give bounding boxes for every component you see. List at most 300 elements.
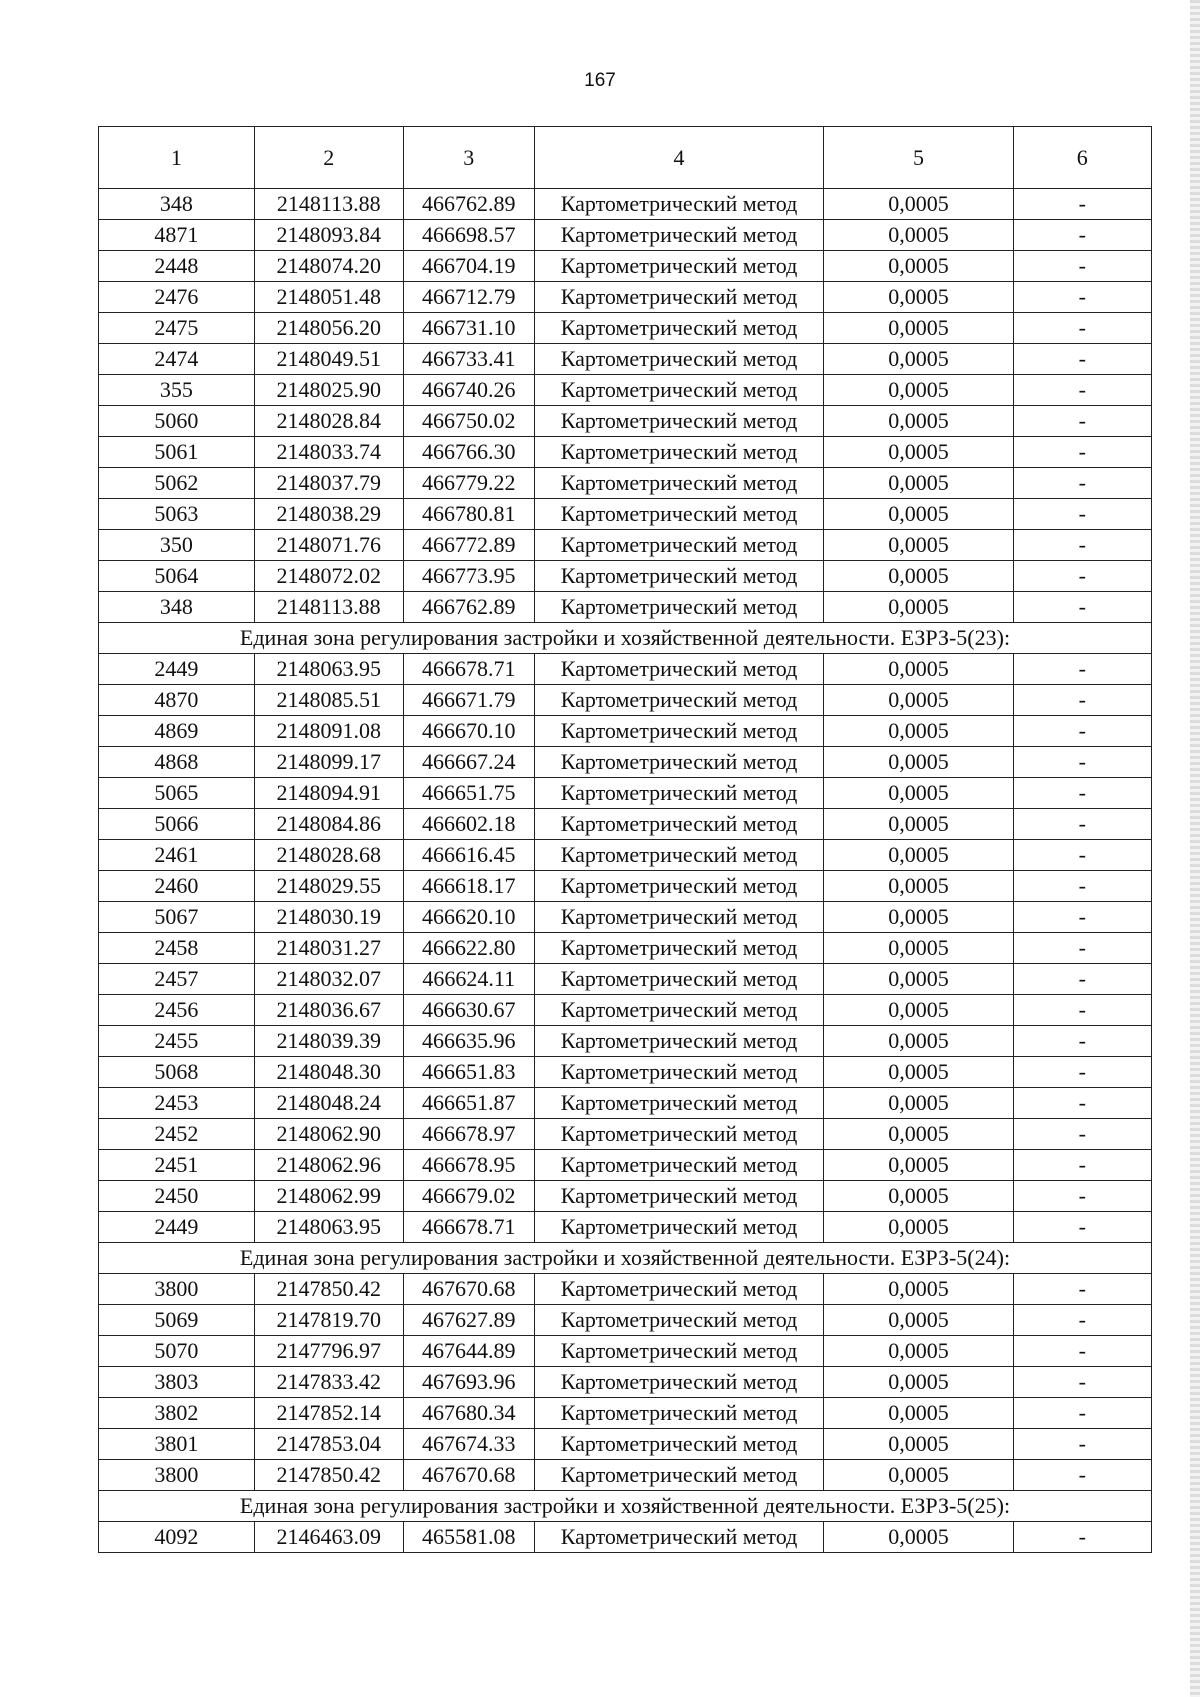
method-cell: Картометрический метод — [534, 437, 824, 468]
method-cell: Картометрический метод — [534, 1429, 824, 1460]
x-coordinate-cell: 2148062.90 — [254, 1119, 403, 1150]
accuracy-cell: 0,0005 — [824, 437, 1013, 468]
table-row — [99, 189, 1152, 220]
accuracy-cell: 0,0005 — [824, 220, 1013, 251]
note-cell: - — [1013, 189, 1151, 220]
note-cell: - — [1013, 716, 1151, 747]
accuracy-cell: 0,0005 — [824, 561, 1013, 592]
point-number-cell: 5063 — [99, 499, 255, 530]
x-coordinate-cell: 2148048.24 — [254, 1088, 403, 1119]
x-coordinate-cell: 2148094.91 — [254, 778, 403, 809]
table-row — [99, 1026, 1152, 1057]
y-coordinate-cell: 467680.34 — [403, 1398, 534, 1429]
accuracy-cell: 0,0005 — [824, 375, 1013, 406]
x-coordinate-cell: 2147850.42 — [254, 1274, 403, 1305]
note-cell: - — [1013, 1088, 1151, 1119]
table-row — [99, 964, 1152, 995]
y-coordinate-cell: 466750.02 — [403, 406, 534, 437]
accuracy-cell: 0,0005 — [824, 592, 1013, 623]
y-coordinate-cell: 466667.24 — [403, 747, 534, 778]
table-row — [99, 1305, 1152, 1336]
note-cell: - — [1013, 1181, 1151, 1212]
method-cell: Картометрический метод — [534, 1026, 824, 1057]
x-coordinate-cell: 2148036.67 — [254, 995, 403, 1026]
table-row — [99, 1460, 1152, 1491]
section-title: Единая зона регулирования застройки и хозяйственной деятельности. ЕЗРЗ-5(23): — [99, 623, 1152, 654]
note-cell: - — [1013, 995, 1151, 1026]
x-coordinate-cell: 2148071.76 — [254, 530, 403, 561]
section-title: Единая зона регулирования застройки и хозяйственной деятельности. ЕЗРЗ-5(24): — [99, 1243, 1152, 1274]
note-cell: - — [1013, 1305, 1151, 1336]
x-coordinate-cell: 2147819.70 — [254, 1305, 403, 1336]
method-cell: Картометрический метод — [534, 1367, 824, 1398]
page-number: 167 — [584, 70, 616, 91]
header-col-6: 6 — [1013, 127, 1151, 189]
point-number-cell: 2474 — [99, 344, 255, 375]
point-number-cell: 5070 — [99, 1336, 255, 1367]
point-number-cell: 348 — [99, 189, 255, 220]
y-coordinate-cell: 466762.89 — [403, 189, 534, 220]
note-cell: - — [1013, 1398, 1151, 1429]
method-cell: Картометрический метод — [534, 375, 824, 406]
y-coordinate-cell: 466704.19 — [403, 251, 534, 282]
accuracy-cell: 0,0005 — [824, 809, 1013, 840]
accuracy-cell: 0,0005 — [824, 1522, 1013, 1553]
note-cell: - — [1013, 747, 1151, 778]
x-coordinate-cell: 2146463.09 — [254, 1522, 403, 1553]
y-coordinate-cell: 467693.96 — [403, 1367, 534, 1398]
method-cell: Картометрический метод — [534, 964, 824, 995]
note-cell: - — [1013, 313, 1151, 344]
point-number-cell: 5066 — [99, 809, 255, 840]
y-coordinate-cell: 466618.17 — [403, 871, 534, 902]
x-coordinate-cell: 2147833.42 — [254, 1367, 403, 1398]
accuracy-cell: 0,0005 — [824, 1181, 1013, 1212]
accuracy-cell: 0,0005 — [824, 1429, 1013, 1460]
point-number-cell: 2452 — [99, 1119, 255, 1150]
y-coordinate-cell: 466635.96 — [403, 1026, 534, 1057]
method-cell: Картометрический метод — [534, 406, 824, 437]
table-row — [99, 933, 1152, 964]
x-coordinate-cell: 2148028.68 — [254, 840, 403, 871]
y-coordinate-cell: 466671.79 — [403, 685, 534, 716]
method-cell: Картометрический метод — [534, 1057, 824, 1088]
x-coordinate-cell: 2148039.39 — [254, 1026, 403, 1057]
note-cell: - — [1013, 1057, 1151, 1088]
y-coordinate-cell: 467670.68 — [403, 1460, 534, 1491]
table-row — [99, 530, 1152, 561]
accuracy-cell: 0,0005 — [824, 344, 1013, 375]
method-cell: Картометрический метод — [534, 1336, 824, 1367]
note-cell: - — [1013, 809, 1151, 840]
table-row — [99, 592, 1152, 623]
note-cell: - — [1013, 344, 1151, 375]
point-number-cell: 348 — [99, 592, 255, 623]
x-coordinate-cell: 2148074.20 — [254, 251, 403, 282]
y-coordinate-cell: 466712.79 — [403, 282, 534, 313]
note-cell: - — [1013, 1212, 1151, 1243]
section-title-row — [99, 1491, 1152, 1522]
accuracy-cell: 0,0005 — [824, 499, 1013, 530]
table-row — [99, 406, 1152, 437]
accuracy-cell: 0,0005 — [824, 468, 1013, 499]
note-cell: - — [1013, 654, 1151, 685]
section-title-row — [99, 623, 1152, 654]
accuracy-cell: 0,0005 — [824, 189, 1013, 220]
x-coordinate-cell: 2148029.55 — [254, 871, 403, 902]
point-number-cell: 5065 — [99, 778, 255, 809]
y-coordinate-cell: 466679.02 — [403, 1181, 534, 1212]
point-number-cell: 2460 — [99, 871, 255, 902]
x-coordinate-cell: 2148033.74 — [254, 437, 403, 468]
table-row — [99, 468, 1152, 499]
header-col-3: 3 — [403, 127, 534, 189]
method-cell: Картометрический метод — [534, 1398, 824, 1429]
accuracy-cell: 0,0005 — [824, 1150, 1013, 1181]
method-cell: Картометрический метод — [534, 933, 824, 964]
table-row — [99, 1212, 1152, 1243]
point-number-cell: 2457 — [99, 964, 255, 995]
x-coordinate-cell: 2148062.96 — [254, 1150, 403, 1181]
note-cell: - — [1013, 1150, 1151, 1181]
y-coordinate-cell: 466630.67 — [403, 995, 534, 1026]
y-coordinate-cell: 466773.95 — [403, 561, 534, 592]
note-cell: - — [1013, 1367, 1151, 1398]
method-cell: Картометрический метод — [534, 902, 824, 933]
point-number-cell: 3800 — [99, 1274, 255, 1305]
table-row — [99, 375, 1152, 406]
method-cell: Картометрический метод — [534, 1274, 824, 1305]
note-cell: - — [1013, 468, 1151, 499]
point-number-cell: 2461 — [99, 840, 255, 871]
note-cell: - — [1013, 1274, 1151, 1305]
point-number-cell: 3800 — [99, 1460, 255, 1491]
x-coordinate-cell: 2147850.42 — [254, 1460, 403, 1491]
accuracy-cell: 0,0005 — [824, 840, 1013, 871]
table-row — [99, 1088, 1152, 1119]
table-row — [99, 1274, 1152, 1305]
method-cell: Картометрический метод — [534, 995, 824, 1026]
coordinates-table — [98, 126, 1152, 1553]
coordinates-table-container — [98, 126, 1152, 1553]
x-coordinate-cell: 2148062.99 — [254, 1181, 403, 1212]
table-row — [99, 995, 1152, 1026]
note-cell: - — [1013, 437, 1151, 468]
accuracy-cell: 0,0005 — [824, 964, 1013, 995]
y-coordinate-cell: 466616.45 — [403, 840, 534, 871]
note-cell: - — [1013, 561, 1151, 592]
note-cell: - — [1013, 1026, 1151, 1057]
header-col-5: 5 — [824, 127, 1013, 189]
method-cell: Картометрический метод — [534, 592, 824, 623]
y-coordinate-cell: 467670.68 — [403, 1274, 534, 1305]
point-number-cell: 2475 — [99, 313, 255, 344]
note-cell: - — [1013, 251, 1151, 282]
point-number-cell: 2456 — [99, 995, 255, 1026]
method-cell: Картометрический метод — [534, 499, 824, 530]
y-coordinate-cell: 466678.71 — [403, 654, 534, 685]
accuracy-cell: 0,0005 — [824, 685, 1013, 716]
accuracy-cell: 0,0005 — [824, 778, 1013, 809]
method-cell: Картометрический метод — [534, 1460, 824, 1491]
x-coordinate-cell: 2148037.79 — [254, 468, 403, 499]
x-coordinate-cell: 2148038.29 — [254, 499, 403, 530]
table-row — [99, 499, 1152, 530]
table-row — [99, 1336, 1152, 1367]
point-number-cell: 2455 — [99, 1026, 255, 1057]
point-number-cell: 2451 — [99, 1150, 255, 1181]
x-coordinate-cell: 2148093.84 — [254, 220, 403, 251]
y-coordinate-cell: 466670.10 — [403, 716, 534, 747]
x-coordinate-cell: 2148113.88 — [254, 592, 403, 623]
table-row — [99, 344, 1152, 375]
point-number-cell: 350 — [99, 530, 255, 561]
table-row — [99, 313, 1152, 344]
note-cell: - — [1013, 933, 1151, 964]
note-cell: - — [1013, 282, 1151, 313]
x-coordinate-cell: 2148091.08 — [254, 716, 403, 747]
point-number-cell: 5067 — [99, 902, 255, 933]
method-cell: Картометрический метод — [534, 685, 824, 716]
point-number-cell: 4092 — [99, 1522, 255, 1553]
point-number-cell: 5061 — [99, 437, 255, 468]
point-number-cell: 2449 — [99, 654, 255, 685]
note-cell: - — [1013, 840, 1151, 871]
point-number-cell: 3801 — [99, 1429, 255, 1460]
table-row — [99, 1057, 1152, 1088]
point-number-cell: 4868 — [99, 747, 255, 778]
method-cell: Картометрический метод — [534, 530, 824, 561]
point-number-cell: 4869 — [99, 716, 255, 747]
accuracy-cell: 0,0005 — [824, 1336, 1013, 1367]
x-coordinate-cell: 2148032.07 — [254, 964, 403, 995]
method-cell: Картометрический метод — [534, 1181, 824, 1212]
x-coordinate-cell: 2148072.02 — [254, 561, 403, 592]
accuracy-cell: 0,0005 — [824, 1398, 1013, 1429]
table-row — [99, 1429, 1152, 1460]
y-coordinate-cell: 466678.71 — [403, 1212, 534, 1243]
method-cell: Картометрический метод — [534, 747, 824, 778]
table-header-row — [99, 127, 1152, 189]
accuracy-cell: 0,0005 — [824, 1212, 1013, 1243]
table-row — [99, 220, 1152, 251]
note-cell: - — [1013, 778, 1151, 809]
point-number-cell: 3802 — [99, 1398, 255, 1429]
method-cell: Картометрический метод — [534, 313, 824, 344]
x-coordinate-cell: 2148031.27 — [254, 933, 403, 964]
note-cell: - — [1013, 406, 1151, 437]
note-cell: - — [1013, 1336, 1151, 1367]
table-row — [99, 1367, 1152, 1398]
x-coordinate-cell: 2147796.97 — [254, 1336, 403, 1367]
accuracy-cell: 0,0005 — [824, 1119, 1013, 1150]
header-col-2: 2 — [254, 127, 403, 189]
table-row — [99, 902, 1152, 933]
table-row — [99, 1150, 1152, 1181]
accuracy-cell: 0,0005 — [824, 933, 1013, 964]
note-cell: - — [1013, 1522, 1151, 1553]
x-coordinate-cell: 2148048.30 — [254, 1057, 403, 1088]
y-coordinate-cell: 466602.18 — [403, 809, 534, 840]
x-coordinate-cell: 2148099.17 — [254, 747, 403, 778]
note-cell: - — [1013, 1119, 1151, 1150]
accuracy-cell: 0,0005 — [824, 1305, 1013, 1336]
accuracy-cell: 0,0005 — [824, 716, 1013, 747]
accuracy-cell: 0,0005 — [824, 282, 1013, 313]
method-cell: Картометрический метод — [534, 344, 824, 375]
section-title-row — [99, 1243, 1152, 1274]
y-coordinate-cell: 466678.95 — [403, 1150, 534, 1181]
point-number-cell: 5069 — [99, 1305, 255, 1336]
y-coordinate-cell: 466731.10 — [403, 313, 534, 344]
point-number-cell: 2448 — [99, 251, 255, 282]
point-number-cell: 5060 — [99, 406, 255, 437]
y-coordinate-cell: 466766.30 — [403, 437, 534, 468]
y-coordinate-cell: 466622.80 — [403, 933, 534, 964]
section-title: Единая зона регулирования застройки и хозяйственной деятельности. ЕЗРЗ-5(25): — [99, 1491, 1152, 1522]
point-number-cell: 2458 — [99, 933, 255, 964]
method-cell: Картометрический метод — [534, 716, 824, 747]
x-coordinate-cell: 2148025.90 — [254, 375, 403, 406]
table-row — [99, 1181, 1152, 1212]
y-coordinate-cell: 467674.33 — [403, 1429, 534, 1460]
header-col-4: 4 — [534, 127, 824, 189]
table-body — [99, 189, 1152, 1553]
y-coordinate-cell: 466733.41 — [403, 344, 534, 375]
point-number-cell: 2449 — [99, 1212, 255, 1243]
x-coordinate-cell: 2148049.51 — [254, 344, 403, 375]
table-row — [99, 747, 1152, 778]
x-coordinate-cell: 2148063.95 — [254, 654, 403, 685]
method-cell: Картометрический метод — [534, 468, 824, 499]
point-number-cell: 4870 — [99, 685, 255, 716]
y-coordinate-cell: 466624.11 — [403, 964, 534, 995]
method-cell: Картометрический метод — [534, 1212, 824, 1243]
table-row — [99, 871, 1152, 902]
method-cell: Картометрический метод — [534, 778, 824, 809]
accuracy-cell: 0,0005 — [824, 1460, 1013, 1491]
x-coordinate-cell: 2148085.51 — [254, 685, 403, 716]
table-row — [99, 716, 1152, 747]
scan-edge-decoration — [1190, 0, 1200, 1697]
note-cell: - — [1013, 685, 1151, 716]
accuracy-cell: 0,0005 — [824, 1088, 1013, 1119]
note-cell: - — [1013, 220, 1151, 251]
accuracy-cell: 0,0005 — [824, 871, 1013, 902]
accuracy-cell: 0,0005 — [824, 251, 1013, 282]
table-row — [99, 1119, 1152, 1150]
table-row — [99, 654, 1152, 685]
note-cell: - — [1013, 375, 1151, 406]
table-row — [99, 561, 1152, 592]
y-coordinate-cell: 466651.75 — [403, 778, 534, 809]
point-number-cell: 4871 — [99, 220, 255, 251]
table-row — [99, 1398, 1152, 1429]
y-coordinate-cell: 466698.57 — [403, 220, 534, 251]
x-coordinate-cell: 2148063.95 — [254, 1212, 403, 1243]
y-coordinate-cell: 467644.89 — [403, 1336, 534, 1367]
y-coordinate-cell: 466779.22 — [403, 468, 534, 499]
y-coordinate-cell: 466762.89 — [403, 592, 534, 623]
y-coordinate-cell: 465581.08 — [403, 1522, 534, 1553]
method-cell: Картометрический метод — [534, 654, 824, 685]
point-number-cell: 355 — [99, 375, 255, 406]
point-number-cell: 3803 — [99, 1367, 255, 1398]
method-cell: Картометрический метод — [534, 1522, 824, 1553]
x-coordinate-cell: 2148030.19 — [254, 902, 403, 933]
table-row — [99, 282, 1152, 313]
accuracy-cell: 0,0005 — [824, 1274, 1013, 1305]
method-cell: Картометрический метод — [534, 809, 824, 840]
method-cell: Картометрический метод — [534, 561, 824, 592]
accuracy-cell: 0,0005 — [824, 747, 1013, 778]
method-cell: Картометрический метод — [534, 840, 824, 871]
table-row — [99, 437, 1152, 468]
table-row — [99, 685, 1152, 716]
accuracy-cell: 0,0005 — [824, 654, 1013, 685]
point-number-cell: 5062 — [99, 468, 255, 499]
x-coordinate-cell: 2148084.86 — [254, 809, 403, 840]
y-coordinate-cell: 466651.83 — [403, 1057, 534, 1088]
table-row — [99, 809, 1152, 840]
y-coordinate-cell: 466740.26 — [403, 375, 534, 406]
method-cell: Картометрический метод — [534, 1088, 824, 1119]
table-row — [99, 251, 1152, 282]
method-cell: Картометрический метод — [534, 1150, 824, 1181]
y-coordinate-cell: 467627.89 — [403, 1305, 534, 1336]
x-coordinate-cell: 2148113.88 — [254, 189, 403, 220]
y-coordinate-cell: 466780.81 — [403, 499, 534, 530]
table-row — [99, 778, 1152, 809]
method-cell: Картометрический метод — [534, 282, 824, 313]
y-coordinate-cell: 466772.89 — [403, 530, 534, 561]
y-coordinate-cell: 466678.97 — [403, 1119, 534, 1150]
table-row — [99, 1522, 1152, 1553]
point-number-cell: 2453 — [99, 1088, 255, 1119]
y-coordinate-cell: 466620.10 — [403, 902, 534, 933]
x-coordinate-cell: 2148056.20 — [254, 313, 403, 344]
point-number-cell: 5068 — [99, 1057, 255, 1088]
x-coordinate-cell: 2147852.14 — [254, 1398, 403, 1429]
note-cell: - — [1013, 592, 1151, 623]
method-cell: Картометрический метод — [534, 1305, 824, 1336]
accuracy-cell: 0,0005 — [824, 530, 1013, 561]
table-row — [99, 840, 1152, 871]
accuracy-cell: 0,0005 — [824, 1026, 1013, 1057]
x-coordinate-cell: 2147853.04 — [254, 1429, 403, 1460]
accuracy-cell: 0,0005 — [824, 406, 1013, 437]
x-coordinate-cell: 2148028.84 — [254, 406, 403, 437]
note-cell: - — [1013, 964, 1151, 995]
accuracy-cell: 0,0005 — [824, 313, 1013, 344]
method-cell: Картометрический метод — [534, 1119, 824, 1150]
method-cell: Картометрический метод — [534, 220, 824, 251]
method-cell: Картометрический метод — [534, 251, 824, 282]
accuracy-cell: 0,0005 — [824, 995, 1013, 1026]
note-cell: - — [1013, 871, 1151, 902]
accuracy-cell: 0,0005 — [824, 1057, 1013, 1088]
accuracy-cell: 0,0005 — [824, 1367, 1013, 1398]
note-cell: - — [1013, 1429, 1151, 1460]
note-cell: - — [1013, 530, 1151, 561]
note-cell: - — [1013, 902, 1151, 933]
x-coordinate-cell: 2148051.48 — [254, 282, 403, 313]
method-cell: Картометрический метод — [534, 189, 824, 220]
point-number-cell: 2476 — [99, 282, 255, 313]
point-number-cell: 2450 — [99, 1181, 255, 1212]
y-coordinate-cell: 466651.87 — [403, 1088, 534, 1119]
note-cell: - — [1013, 499, 1151, 530]
